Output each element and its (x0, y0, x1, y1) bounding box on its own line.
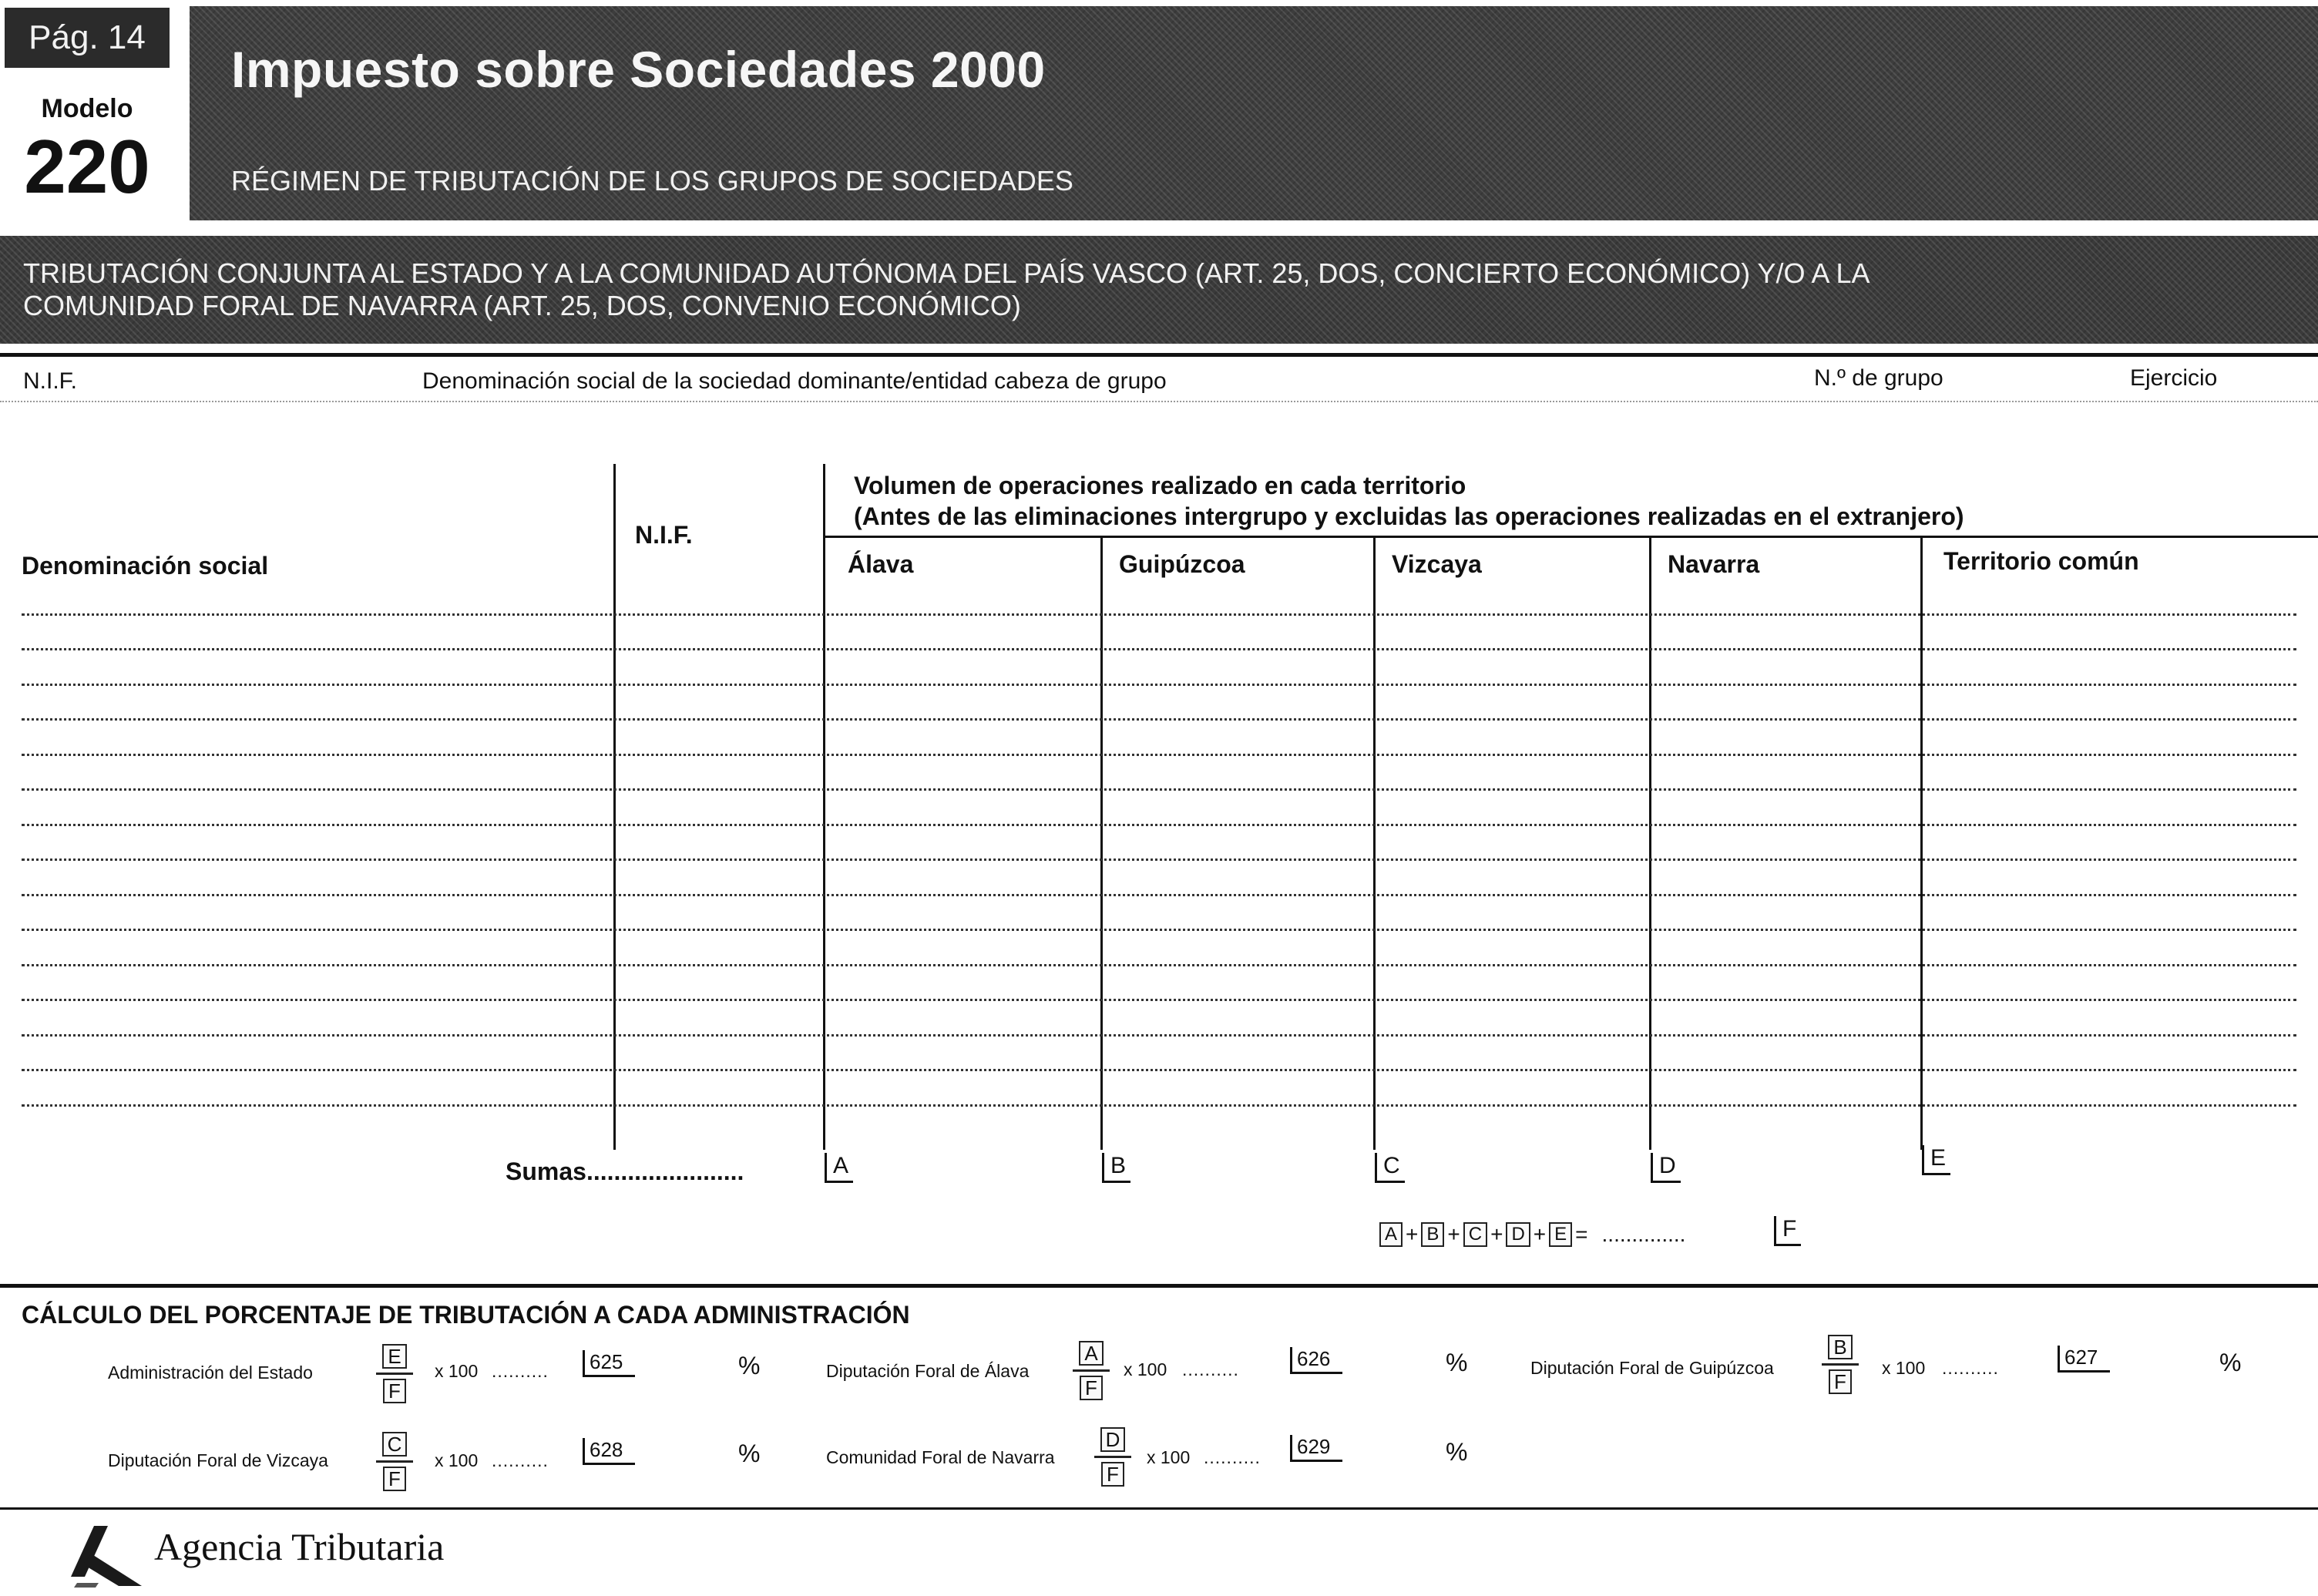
plus-sign: + (1406, 1222, 1419, 1246)
nif-column-header: N.I.F. (635, 521, 693, 549)
formula-result-box-f[interactable]: F (1774, 1216, 1801, 1246)
formula-box-e: E (1549, 1222, 1572, 1247)
box-628[interactable]: 628 (583, 1438, 635, 1465)
sum-box-c[interactable]: C (1375, 1153, 1405, 1183)
denominacion-field-label: Denominación social de la sociedad dominante/entidad cabeza de grupo (422, 368, 1167, 394)
plus-sign: + (1447, 1222, 1460, 1246)
volumen-header-line1: Volumen de operaciones realizado en cada territorio (854, 472, 1466, 499)
fraction-bar (376, 1460, 413, 1463)
leader-dots: .......... (1204, 1447, 1261, 1467)
denominator-box: F (383, 1379, 406, 1403)
formula-box-d: D (1506, 1222, 1530, 1247)
denominator-box: F (1829, 1369, 1852, 1394)
volumen-header-line2: (Antes de las eliminaciones intergrupo y excluidas las operaciones realizadas en el extranjero) (854, 502, 1964, 530)
denominator-box: F (1080, 1376, 1103, 1400)
calc-label-guipuzcoa: Diputación Foral de Guipúzcoa (1530, 1358, 1774, 1378)
volumen-header-rule (825, 536, 2318, 538)
formula-box-c: C (1463, 1222, 1487, 1247)
entry-row-line[interactable] (22, 754, 2296, 756)
sum-formula (1379, 1222, 1685, 1247)
box-625[interactable]: 625 (583, 1350, 635, 1377)
entry-row-line[interactable] (22, 613, 2296, 616)
ejercicio-field-label: Ejercicio (2130, 365, 2218, 391)
page-title: Impuesto sobre Sociedades 2000 (231, 41, 1046, 98)
entry-row-line[interactable] (22, 648, 2296, 650)
fraction-guipuzcoa (1822, 1335, 1859, 1394)
entry-row-line[interactable] (22, 1069, 2296, 1071)
entry-row-line[interactable] (22, 684, 2296, 686)
percent-sign: % (1446, 1349, 1468, 1376)
entry-row-line[interactable] (22, 788, 2296, 791)
territory-header-territorio-comun: Territorio común (1943, 547, 2139, 575)
agencia-tributaria-logo-icon (68, 1523, 145, 1588)
agency-name: Agencia Tributaria (154, 1525, 445, 1568)
fraction-vizcaya (376, 1432, 413, 1491)
modelo-label: Modelo (41, 94, 133, 123)
fraction-alava (1073, 1341, 1110, 1400)
entry-row-line[interactable] (22, 718, 2296, 721)
column-divider (1649, 538, 1651, 1150)
numerator-box: D (1100, 1427, 1126, 1452)
entry-row-line[interactable] (22, 999, 2296, 1001)
numerator-box: C (382, 1432, 408, 1457)
sum-box-d[interactable]: D (1651, 1153, 1681, 1183)
leader-dots: .......... (1942, 1358, 1999, 1378)
equals-sign: = (1575, 1222, 1588, 1246)
fraction-estado (376, 1344, 413, 1403)
column-divider (1373, 538, 1376, 1150)
numerator-box: A (1079, 1341, 1103, 1366)
territory-header-navarra: Navarra (1668, 550, 1760, 578)
calc-label-estado: Administración del Estado (108, 1362, 313, 1383)
divider (0, 1507, 2318, 1510)
percent-sign: % (1446, 1438, 1468, 1466)
denominator-box: F (383, 1467, 406, 1491)
entry-row-line[interactable] (22, 929, 2296, 931)
column-divider (1920, 538, 1923, 1150)
territory-header-vizcaya: Vizcaya (1392, 550, 1482, 578)
grupo-field-label: N.º de grupo (1814, 365, 1943, 391)
plus-sign: + (1490, 1222, 1503, 1246)
calc-label-alava: Diputación Foral de Álava (826, 1361, 1030, 1381)
percent-sign: % (738, 1352, 761, 1379)
entry-row-line[interactable] (22, 1104, 2296, 1107)
sumas-label: Sumas....................... (506, 1158, 744, 1185)
page-number-badge: Pág. 14 (5, 8, 170, 68)
box-627[interactable]: 627 (2058, 1346, 2110, 1373)
denominacion-column-header: Denominación social (22, 552, 269, 580)
modelo-number: 220 (24, 124, 150, 209)
section-heading (23, 257, 1950, 322)
formula-box-a: A (1379, 1222, 1403, 1247)
nif-field-label: N.I.F. (23, 368, 78, 394)
leader-dots: .......... (492, 1361, 549, 1381)
entry-row-line[interactable] (22, 858, 2296, 861)
section-heading-line1: TRIBUTACIÓN CONJUNTA AL ESTADO Y A LA COMUNIDAD AUTÓNOMA DEL PAÍS VASCO (ART. 25, DOS, CONCIERTO ECONÓMICO) Y/O A LA (23, 257, 1870, 289)
sum-box-e[interactable]: E (1922, 1145, 1950, 1175)
calc-label-navarra: Comunidad Foral de Navarra (826, 1447, 1055, 1467)
column-divider (613, 464, 616, 1150)
plus-sign: + (1533, 1222, 1547, 1246)
column-divider (823, 464, 825, 1150)
entry-row-line[interactable] (22, 1034, 2296, 1037)
formula-box-b: B (1421, 1222, 1444, 1247)
entry-row-line[interactable] (22, 894, 2296, 896)
section-heading-line2: COMUNIDAD FORAL DE NAVARRA (ART. 25, DOS, CONVENIO ECONÓMICO) (23, 290, 1021, 321)
times-100: x 100 (435, 1361, 479, 1381)
numerator-box: E (382, 1344, 406, 1369)
box-626[interactable]: 626 (1290, 1347, 1342, 1374)
numerator-box: B (1828, 1335, 1852, 1359)
id-field-underline (0, 401, 2318, 402)
calculo-section-title: CÁLCULO DEL PORCENTAJE DE TRIBUTACIÓN A CADA ADMINISTRACIÓN (22, 1301, 910, 1329)
divider (0, 1284, 2318, 1288)
entry-row-line[interactable] (22, 824, 2296, 826)
sum-box-a[interactable]: A (825, 1153, 853, 1183)
times-100: x 100 (1124, 1359, 1167, 1379)
percent-sign: % (2219, 1349, 2242, 1376)
page-subtitle: RÉGIMEN DE TRIBUTACIÓN DE LOS GRUPOS DE SOCIEDADES (231, 165, 1073, 197)
sum-box-b[interactable]: B (1102, 1153, 1130, 1183)
entry-row-line[interactable] (22, 964, 2296, 966)
times-100: x 100 (1147, 1447, 1191, 1467)
percent-sign: % (738, 1440, 761, 1467)
denominator-box: F (1101, 1462, 1124, 1487)
leader-dots: .......... (492, 1450, 549, 1470)
fraction-bar (1073, 1369, 1110, 1372)
times-100: x 100 (1882, 1358, 1926, 1378)
fraction-navarra (1094, 1427, 1131, 1487)
divider (0, 353, 2318, 357)
times-100: x 100 (435, 1450, 479, 1470)
territory-header-alava: Álava (848, 550, 914, 578)
territory-header-guipuzcoa: Guipúzcoa (1119, 550, 1245, 578)
calc-label-vizcaya: Diputación Foral de Vizcaya (108, 1450, 328, 1470)
column-divider (1100, 538, 1103, 1150)
box-629[interactable]: 629 (1290, 1435, 1342, 1462)
fraction-bar (1094, 1456, 1131, 1458)
fraction-bar (1822, 1363, 1859, 1366)
fraction-bar (376, 1373, 413, 1375)
leader-dots: .......... (1182, 1359, 1239, 1379)
formula-dots: .............. (1601, 1222, 1686, 1246)
